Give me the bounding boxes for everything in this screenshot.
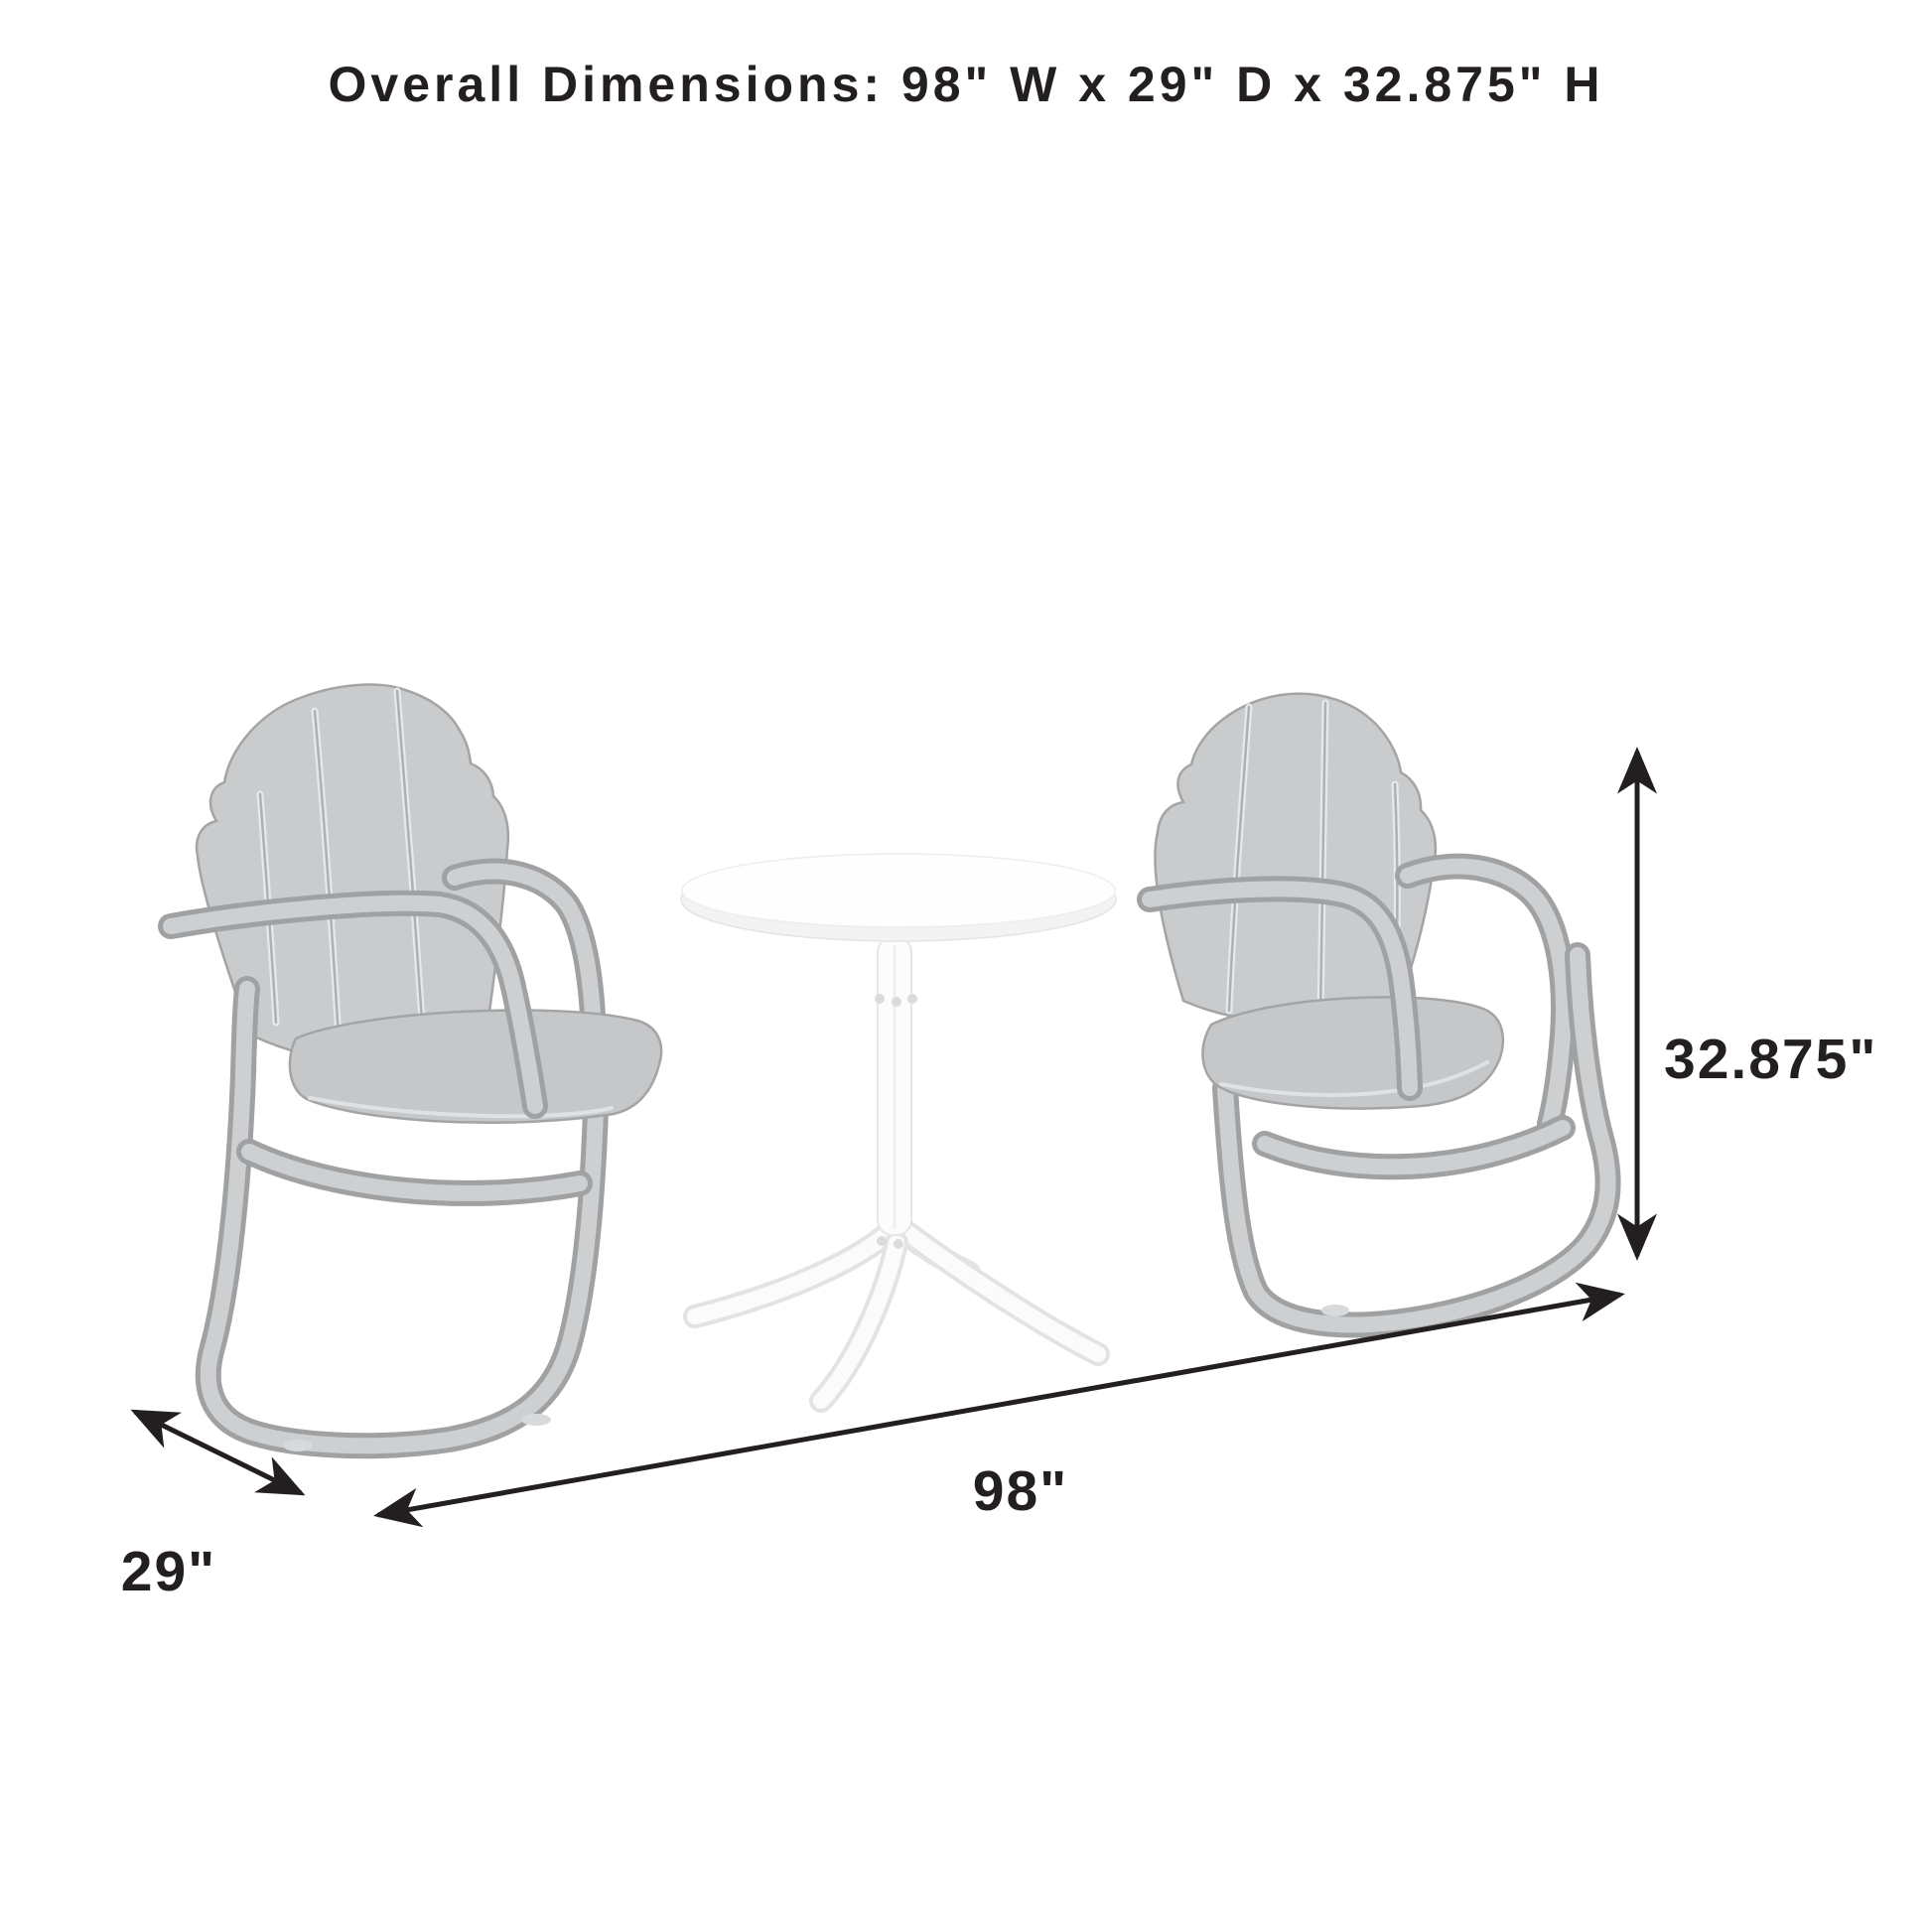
bistro-table [681,854,1116,1401]
page-title: Overall Dimensions: 98" W x 29" D x 32.875" H [328,57,1604,112]
height-dimension-label: 32.875" [1664,1028,1878,1091]
right-chair [1150,694,1608,1325]
left-chair-foot [283,1440,313,1451]
right-chair-foot [1321,1305,1349,1316]
right-chair-seat [1202,997,1502,1108]
left-chair [171,685,661,1451]
table-top [682,854,1115,927]
table-screw [877,1236,887,1246]
height-dimension [1637,752,1877,1256]
table-screw [892,997,901,1007]
table-screw [907,994,917,1004]
table-screw [894,1239,903,1249]
width-dimension-label: 98" [972,1459,1069,1523]
depth-dimension-label: 29" [120,1540,217,1603]
left-chair-foot [521,1414,551,1426]
table-screw [875,994,885,1004]
